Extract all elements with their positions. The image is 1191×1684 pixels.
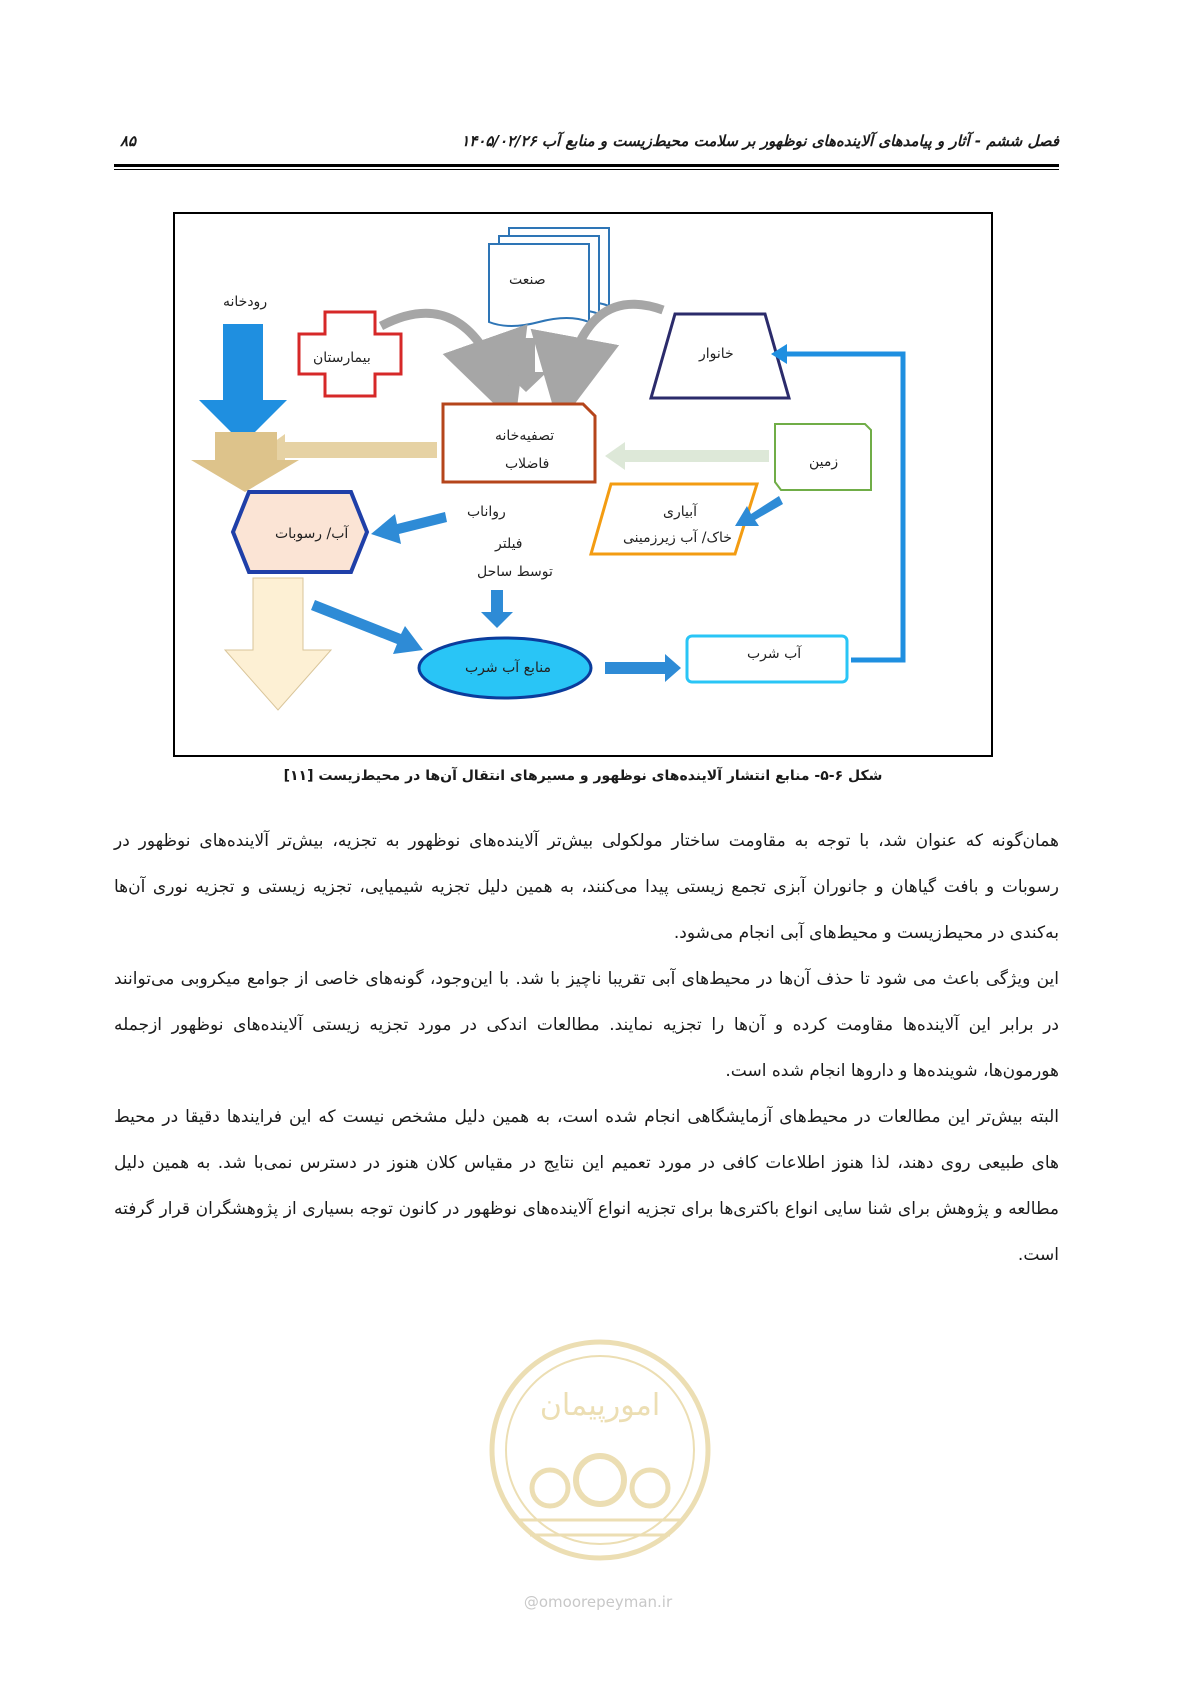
watermark-logo: [480, 1330, 720, 1570]
watermark-logo-text: امورپیمان: [539, 1388, 661, 1423]
paragraph: البته بیش‌تر این مطالعات در محیط‌های آزمایشگاهی انجام شده است، به همین دلیل مشخص نیست که این فرایندها دقیقا در محیط های طبیعی روی دهند، لذا هنوز اطلاعات کافی در مورد تعمیم این نتایج در مقیاس کلان هنوز در دسترس نمی‌با شد. به همین دلیل مطالعه و پژوهش برای شنا سایی انواع باکتری‌ها برای تجزیه انواع آلاینده‌های نوظهور در کانون توجه بسیاری از پژوهشگران قرار گرفته است.: [114, 1107, 1059, 1265]
land-label: زمین: [809, 454, 839, 470]
irrigation-label-1: آبیاری: [663, 504, 697, 520]
wwtp-label-1: تصفیه‌خانه: [495, 428, 555, 444]
filter-label-1: فیلتر: [495, 536, 523, 552]
water-sediment-label: آب/ رسوبات: [275, 526, 349, 542]
filter-label-2: توسط ساحل: [477, 564, 553, 580]
wwtp-label-2: فاضلاب: [505, 456, 550, 472]
hospital-label: بیمارستان: [313, 350, 371, 366]
drinking-sources-label: منابع آب شرب: [465, 660, 551, 676]
body-text: [114, 818, 1059, 1278]
sediment-outflow-arrow: [225, 578, 331, 710]
runoff-to-sediment-arrow: [371, 512, 447, 544]
sources-to-drinking-arrow: [605, 654, 681, 682]
river-label: رودخانه: [223, 294, 268, 310]
household-label: خانوار: [699, 346, 734, 362]
figure-caption: شکل ۶-۵- منابع انتشار آلاینده‌های نوظهور و مسیرهای انتقال آن‌ها در محیط‌زیست [۱۱]: [283, 768, 883, 784]
header-rule-thin: [114, 169, 1059, 170]
paragraph: این ویژگی باعث می شود تا حذف آن‌ها در محیط‌های آبی تقریبا ناچیز با شد. با این‌وجود، گونه‌های خاصی از جوامع میکروبی می‌توانند در برابر این آلاینده‌ها مقاومت کرده و آن‌ها را تجزیه نمایند. مطالعات اندکی در مورد تجزیه زیستی آلاینده‌های نوظهور ازجمله هورمون‌ها، شوینده‌ها و داروها انجام شده است.: [114, 969, 1059, 1081]
industry-node: [489, 228, 609, 326]
pollution-pathways-figure: [173, 212, 993, 757]
paragraph: همان‌گونه که عنوان شد، با توجه به مقاومت ساختار مولکولی بیش‌تر آلاینده‌های نوظهور به تجزیه، بیش‌تر آلاینده‌های نوظهور در رسوبات و بافت گیاهان و جانوران آبزی تجمع زیستی پیدا می‌کنند، به همین دلیل تجزیه شیمیایی، تجزیه زیستی و تجزیه نوری آن‌ها به‌کندی در محیط‌زیست و محیط‌های آبی انجام می‌شود.: [114, 831, 1059, 943]
filter-arrow: [481, 590, 513, 628]
land-to-wwtp-arrow: [605, 442, 769, 470]
page-header: [114, 128, 1059, 158]
runoff-label: رواناب: [467, 504, 506, 520]
industry-label: صنعت: [509, 272, 546, 288]
drinking-water-label: آب شرب: [747, 646, 802, 662]
pathways-diagram: [175, 214, 990, 754]
industry-to-wwtp-arrow: [505, 338, 547, 392]
watermark-url: @omoorepeyman.ir: [523, 1593, 673, 1611]
drinking-to-household-arrow: [783, 354, 903, 660]
sediment-to-sources-arrow: [311, 600, 423, 654]
page-number: ۸۵: [120, 132, 137, 150]
irrigation-label-2: خاک/ آب زیرزمینی: [623, 530, 732, 546]
chapter-title: فصل ششم - آثار و پیامدهای آلاینده‌های نوظهور بر سلامت محیط‌زیست و منابع آب ۱۴۰۵/۰۲/۲۶: [461, 132, 1059, 150]
header-rule: [114, 164, 1059, 167]
river-arrow: [199, 324, 287, 444]
